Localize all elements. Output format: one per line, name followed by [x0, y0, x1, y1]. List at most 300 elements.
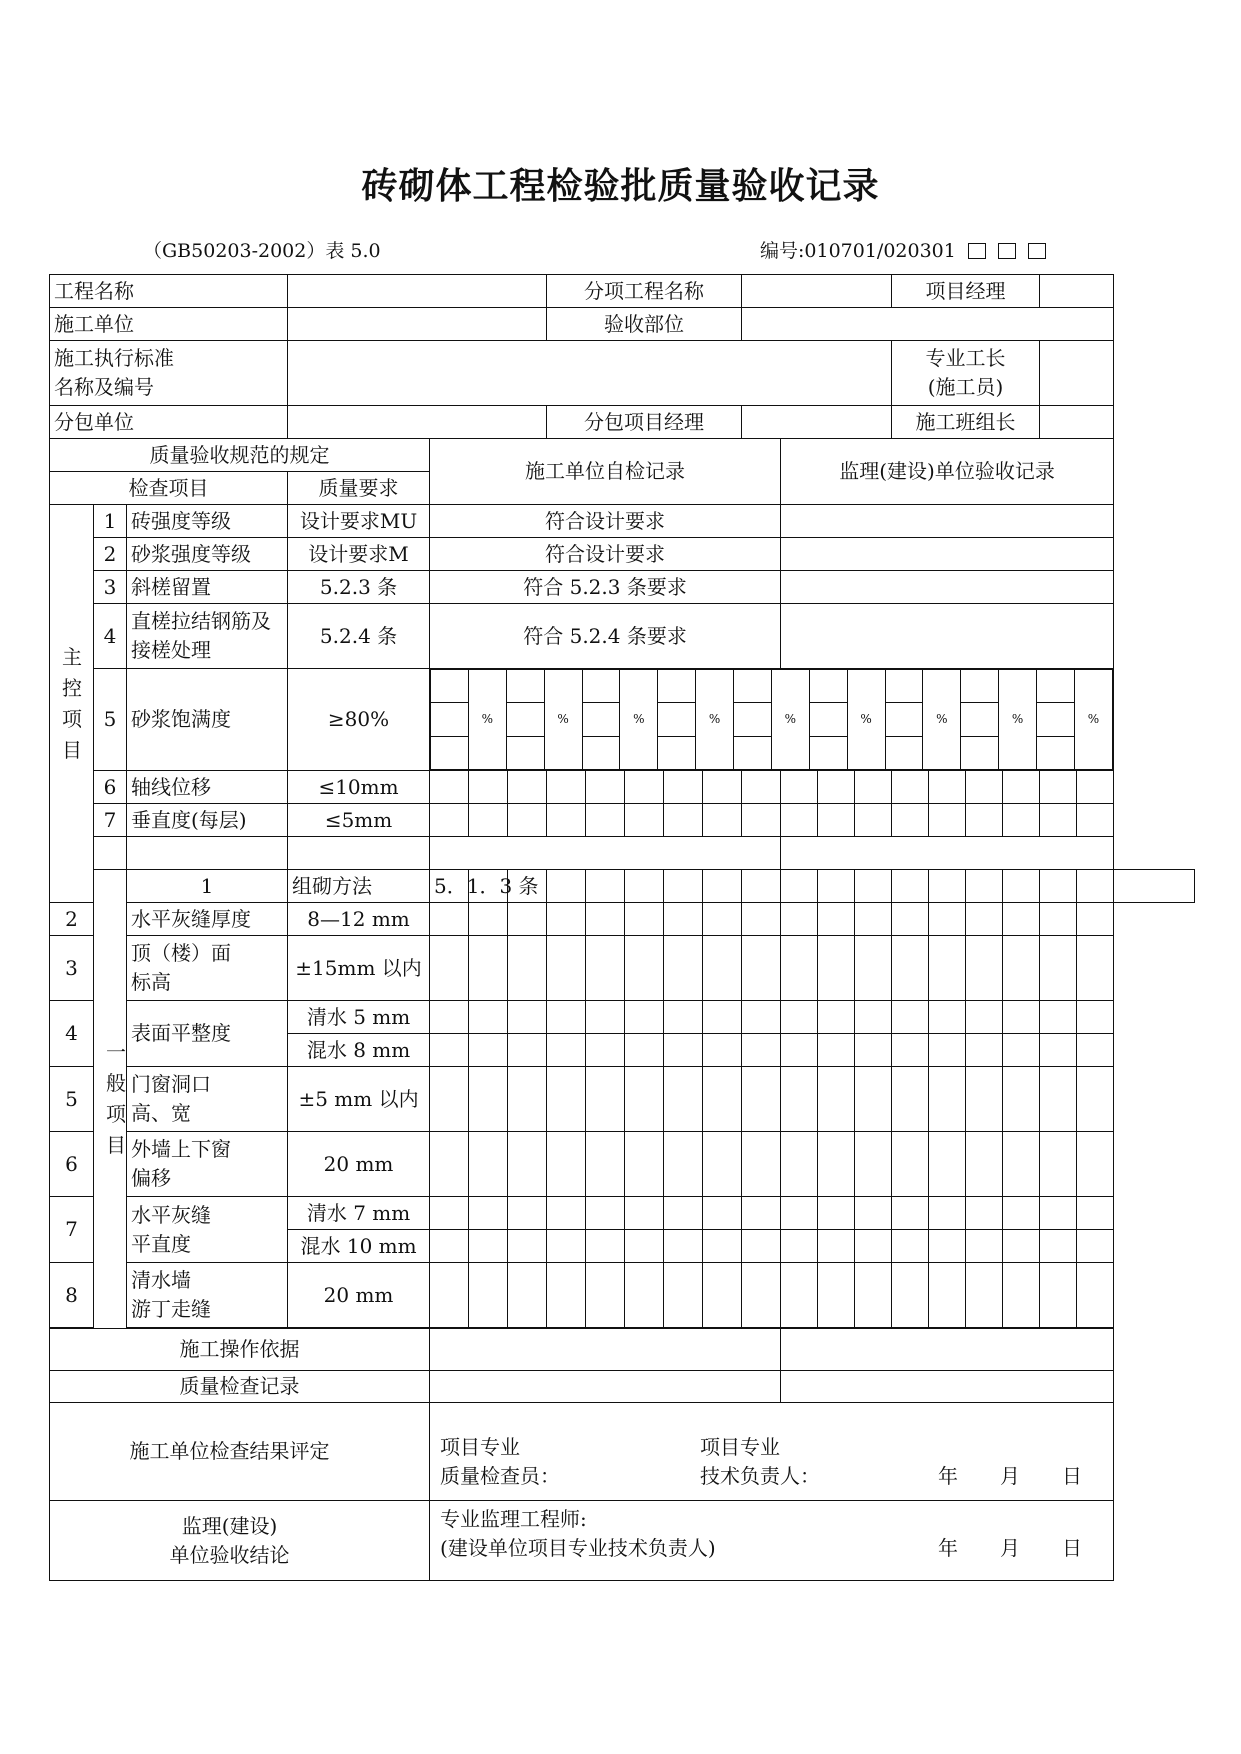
measure-cell[interactable]	[855, 1034, 892, 1067]
measure-cell[interactable]	[929, 1230, 966, 1263]
mc-5-req: ≥80%	[288, 669, 430, 771]
measure-cell[interactable]	[1040, 1132, 1077, 1197]
measure-cell[interactable]	[508, 1067, 547, 1132]
quality-record-self[interactable]	[430, 1371, 781, 1403]
measure-cell[interactable]	[703, 870, 742, 903]
measure-cell[interactable]	[625, 1067, 664, 1132]
measure-cell[interactable]	[1040, 1067, 1077, 1132]
measure-cell[interactable]	[1003, 903, 1040, 936]
mortar-cell[interactable]	[506, 703, 544, 736]
measure-cell[interactable]	[742, 870, 781, 903]
measure-cell[interactable]	[703, 1230, 742, 1263]
measure-cell[interactable]	[892, 1197, 929, 1230]
measure-cell[interactable]	[742, 1001, 781, 1034]
mortar-cell[interactable]	[431, 703, 469, 736]
measure-cell[interactable]	[664, 771, 703, 804]
mc-1-supervision[interactable]	[781, 505, 1114, 538]
measure-cell[interactable]	[966, 1132, 1003, 1197]
measure-cell[interactable]	[508, 1263, 547, 1328]
measure-cell[interactable]	[430, 804, 469, 837]
measure-cell[interactable]	[742, 1132, 781, 1197]
measure-cell[interactable]	[586, 1197, 625, 1230]
measure-cell[interactable]	[1040, 1001, 1077, 1034]
measure-cell[interactable]	[625, 1197, 664, 1230]
measure-cell[interactable]	[625, 870, 664, 903]
mortar-cell[interactable]	[809, 703, 847, 736]
measure-cell[interactable]	[508, 1230, 547, 1263]
measure-cell[interactable]	[781, 1034, 818, 1067]
gen-5-req: ±5 mm 以内	[288, 1067, 430, 1132]
measure-cell[interactable]	[1040, 1034, 1077, 1067]
mortar-cell[interactable]	[582, 703, 620, 736]
measure-cell[interactable]	[508, 771, 547, 804]
measure-cell[interactable]	[703, 1197, 742, 1230]
mortar-cell[interactable]	[734, 736, 772, 769]
exec-standard-value[interactable]	[288, 341, 892, 406]
measure-cell[interactable]	[703, 804, 742, 837]
page-title: 砖砌体工程检验批质量验收记录	[361, 166, 880, 207]
measure-cell[interactable]	[469, 771, 508, 804]
construction-unit-value[interactable]	[288, 308, 547, 341]
measure-cell[interactable]	[966, 804, 1003, 837]
measure-cell[interactable]	[1003, 1132, 1040, 1197]
measure-cell[interactable]	[929, 804, 966, 837]
measure-cell[interactable]	[855, 1197, 892, 1230]
measure-cell[interactable]	[781, 1263, 818, 1328]
gen-6-no: 6	[50, 1132, 94, 1197]
measure-cell[interactable]	[586, 936, 625, 1001]
measure-cell[interactable]	[703, 903, 742, 936]
measure-cell[interactable]	[469, 1197, 508, 1230]
pct-unit: %	[771, 670, 809, 770]
measure-cell[interactable]	[703, 1067, 742, 1132]
measure-cell[interactable]	[625, 771, 664, 804]
measure-cell[interactable]	[966, 1230, 1003, 1263]
mortar-cell[interactable]	[431, 670, 469, 703]
mortar-cell[interactable]	[885, 703, 923, 736]
measure-cell[interactable]	[1040, 903, 1077, 936]
mc-7-no: 7	[94, 804, 127, 837]
measure-cell[interactable]	[1040, 936, 1077, 1001]
measure-cell[interactable]	[1077, 870, 1114, 903]
measure-cell[interactable]	[1077, 903, 1114, 936]
measure-cell[interactable]	[547, 870, 586, 903]
measure-cell[interactable]	[508, 1034, 547, 1067]
measure-cell[interactable]	[966, 936, 1003, 1001]
measure-cell[interactable]	[664, 1067, 703, 1132]
measure-cell[interactable]	[586, 1132, 625, 1197]
measure-cell[interactable]	[625, 804, 664, 837]
measure-cell[interactable]	[1077, 1001, 1114, 1034]
mortar-cell[interactable]	[506, 670, 544, 703]
measure-cell[interactable]	[508, 1132, 547, 1197]
measure-cell[interactable]	[586, 1230, 625, 1263]
measure-cell[interactable]	[1077, 936, 1114, 1001]
measure-cell[interactable]	[1077, 771, 1114, 804]
measure-cell[interactable]	[892, 1132, 929, 1197]
pct-unit: %	[544, 670, 582, 770]
measure-cell[interactable]	[586, 903, 625, 936]
measure-cell[interactable]	[664, 936, 703, 1001]
measure-cell[interactable]	[818, 1263, 855, 1328]
measure-cell[interactable]	[547, 1034, 586, 1067]
measure-cell[interactable]	[703, 936, 742, 1001]
measure-cell[interactable]	[929, 1197, 966, 1230]
measure-cell[interactable]	[703, 1034, 742, 1067]
measure-cell[interactable]	[586, 1067, 625, 1132]
mc-3-supervision[interactable]	[781, 571, 1114, 604]
measure-cell[interactable]	[1114, 870, 1195, 903]
code-box-2[interactable]	[998, 243, 1016, 259]
mortar-cell[interactable]	[582, 736, 620, 769]
measure-cell[interactable]	[430, 771, 469, 804]
measure-cell[interactable]	[818, 903, 855, 936]
measure-cell[interactable]	[855, 1067, 892, 1132]
project-name-label: 工程名称	[50, 275, 288, 308]
measure-cell[interactable]	[929, 1067, 966, 1132]
measure-cell[interactable]	[625, 1034, 664, 1067]
measure-cell[interactable]	[742, 1197, 781, 1230]
measure-cell[interactable]	[586, 804, 625, 837]
mc-2-supervision[interactable]	[781, 538, 1114, 571]
measure-cell[interactable]	[1040, 1197, 1077, 1230]
acceptance-part-label: 验收部位	[547, 308, 742, 341]
measure-cell[interactable]	[781, 1230, 818, 1263]
measure-cell[interactable]	[1003, 1197, 1040, 1230]
measure-cell[interactable]	[547, 1001, 586, 1034]
measure-cell[interactable]	[742, 1230, 781, 1263]
measure-cell[interactable]	[818, 771, 855, 804]
measure-cell[interactable]	[586, 870, 625, 903]
measure-cell[interactable]	[664, 1001, 703, 1034]
contractor-eval-signatures	[430, 1403, 1114, 1501]
mortar-cell[interactable]	[961, 736, 999, 769]
measure-cell[interactable]	[1040, 804, 1077, 837]
measure-cell[interactable]	[625, 903, 664, 936]
mc-4-req: 5.2.4 条	[288, 604, 430, 669]
measure-cell[interactable]	[547, 1067, 586, 1132]
measure-cell[interactable]	[547, 1197, 586, 1230]
gen-4-no: 4	[50, 1001, 94, 1067]
measure-cell[interactable]	[855, 1001, 892, 1034]
measure-cell[interactable]	[818, 1132, 855, 1197]
measure-cell[interactable]	[625, 1132, 664, 1197]
measure-cell[interactable]	[1003, 1067, 1040, 1132]
mc-4-record: 符合 5.2.4 条要求	[430, 604, 781, 669]
measure-cell[interactable]	[469, 936, 508, 1001]
measure-cell[interactable]	[966, 870, 1003, 903]
measure-cell[interactable]	[1003, 1034, 1040, 1067]
measure-cell[interactable]	[929, 1263, 966, 1328]
measure-cell[interactable]	[892, 804, 929, 837]
measure-cell[interactable]	[1077, 1132, 1114, 1197]
supervision-conclusion-label: 监理(建设) 单位验收结论	[50, 1501, 430, 1581]
measure-cell[interactable]	[742, 1067, 781, 1132]
measure-cell[interactable]	[892, 870, 929, 903]
measure-cell[interactable]	[1077, 1230, 1114, 1263]
gen-2-item: 水平灰缝厚度	[127, 903, 288, 936]
measure-cell[interactable]	[742, 936, 781, 1001]
mortar-cell[interactable]	[431, 736, 469, 769]
measure-cell[interactable]	[430, 1067, 469, 1132]
measure-cell[interactable]	[1003, 804, 1040, 837]
measure-cell[interactable]	[742, 1034, 781, 1067]
gen-7-req-a: 清水 7 mm	[288, 1197, 430, 1230]
measure-cell[interactable]	[1077, 804, 1114, 837]
quality-record-supervision[interactable]	[781, 1371, 1114, 1403]
measure-cell[interactable]	[1040, 1230, 1077, 1263]
measure-cell[interactable]	[430, 903, 469, 936]
measure-cell[interactable]	[742, 1263, 781, 1328]
measure-cell[interactable]	[742, 771, 781, 804]
measure-cell[interactable]	[855, 903, 892, 936]
mc-blank-record[interactable]	[430, 837, 781, 870]
gen-4-req-a: 清水 5 mm	[288, 1001, 430, 1034]
measure-cell[interactable]	[818, 870, 855, 903]
measure-cell[interactable]	[818, 1230, 855, 1263]
measure-cell[interactable]	[966, 1001, 1003, 1034]
measure-cell[interactable]	[781, 870, 818, 903]
sub-project-manager-value[interactable]	[742, 406, 892, 439]
measure-cell[interactable]	[892, 1230, 929, 1263]
measure-cell[interactable]	[625, 1230, 664, 1263]
measure-cell[interactable]	[586, 771, 625, 804]
mortar-cell[interactable]	[658, 736, 696, 769]
measure-cell[interactable]	[892, 903, 929, 936]
measure-cell[interactable]	[929, 1034, 966, 1067]
measure-cell[interactable]	[703, 1132, 742, 1197]
mortar-cell[interactable]	[1037, 703, 1075, 736]
measure-cell[interactable]	[1077, 1263, 1114, 1328]
measure-cell[interactable]	[855, 936, 892, 1001]
measure-cell[interactable]	[703, 771, 742, 804]
measure-cell[interactable]	[1003, 936, 1040, 1001]
mortar-cell[interactable]	[809, 670, 847, 703]
measure-cell[interactable]	[742, 804, 781, 837]
foreman-value[interactable]	[1040, 341, 1114, 406]
measure-cell[interactable]	[929, 1001, 966, 1034]
measure-cell[interactable]	[430, 1263, 469, 1328]
measure-cell[interactable]	[625, 936, 664, 1001]
self-check-header: 施工单位自检记录	[430, 439, 781, 505]
measure-cell[interactable]	[892, 771, 929, 804]
measure-cell[interactable]	[892, 1001, 929, 1034]
code-box-3[interactable]	[1028, 243, 1046, 259]
measure-cell[interactable]	[547, 903, 586, 936]
measure-cell[interactable]	[1077, 1067, 1114, 1132]
measure-cell[interactable]	[625, 1001, 664, 1034]
measure-cell[interactable]	[469, 1132, 508, 1197]
inspector-line2: 质量检查员：	[440, 1464, 561, 1488]
subcontractor-value[interactable]	[288, 406, 547, 439]
measure-cell[interactable]	[469, 903, 508, 936]
measure-cell[interactable]	[818, 804, 855, 837]
gen-1-item: 组砌方法	[288, 870, 430, 903]
mc-6-req: ≤10mm	[288, 771, 430, 804]
measure-cell[interactable]	[781, 936, 818, 1001]
sub-project-name-value[interactable]	[742, 275, 892, 308]
measure-cell[interactable]	[781, 1132, 818, 1197]
measure-cell[interactable]	[469, 804, 508, 837]
measure-cell[interactable]	[430, 1001, 469, 1034]
measure-cell[interactable]	[664, 1263, 703, 1328]
measure-cell[interactable]	[664, 1132, 703, 1197]
measure-cell[interactable]	[547, 804, 586, 837]
measure-cell[interactable]	[1003, 771, 1040, 804]
measure-cell[interactable]	[742, 903, 781, 936]
measure-cell[interactable]	[430, 936, 469, 1001]
measure-cell[interactable]	[818, 1067, 855, 1132]
measure-cell[interactable]	[892, 1034, 929, 1067]
mortar-cell[interactable]	[1037, 736, 1075, 769]
project-name-value[interactable]	[288, 275, 547, 308]
measure-cell[interactable]	[1077, 1034, 1114, 1067]
measure-cell[interactable]	[1003, 1263, 1040, 1328]
measure-cell[interactable]	[508, 1001, 547, 1034]
measure-cell[interactable]	[664, 1034, 703, 1067]
measure-cell[interactable]	[855, 771, 892, 804]
measure-cell[interactable]	[855, 1230, 892, 1263]
measure-cell[interactable]	[430, 1132, 469, 1197]
measure-cell[interactable]	[430, 1230, 469, 1263]
measure-cell[interactable]	[966, 903, 1003, 936]
measure-cell[interactable]	[1003, 1001, 1040, 1034]
measure-cell[interactable]	[664, 1230, 703, 1263]
measure-cell[interactable]	[430, 1197, 469, 1230]
measure-cell[interactable]	[855, 1263, 892, 1328]
measure-cell[interactable]	[664, 870, 703, 903]
mc-1-no: 1	[94, 505, 127, 538]
measure-cell[interactable]	[929, 903, 966, 936]
measure-cell[interactable]	[469, 1067, 508, 1132]
measure-cell[interactable]	[664, 804, 703, 837]
measure-cell[interactable]	[469, 1034, 508, 1067]
mc-blank-supervision[interactable]	[781, 837, 1114, 870]
measure-cell[interactable]	[547, 1132, 586, 1197]
mortar-cell[interactable]	[809, 736, 847, 769]
mortar-cell[interactable]	[658, 670, 696, 703]
measure-cell[interactable]	[781, 1067, 818, 1132]
measure-cell[interactable]	[547, 1230, 586, 1263]
measure-cell[interactable]	[892, 1263, 929, 1328]
measure-cell[interactable]	[547, 771, 586, 804]
mortar-cell[interactable]	[961, 670, 999, 703]
basis-supervision[interactable]	[781, 1329, 1114, 1371]
measure-cell[interactable]	[966, 771, 1003, 804]
measure-cell[interactable]	[818, 1034, 855, 1067]
measure-cell[interactable]	[966, 1067, 1003, 1132]
measure-cell[interactable]	[547, 936, 586, 1001]
measure-cell[interactable]	[781, 1001, 818, 1034]
measure-cell[interactable]	[966, 1034, 1003, 1067]
mortar-cell[interactable]	[734, 703, 772, 736]
measure-cell[interactable]	[1077, 1197, 1114, 1230]
measure-cell[interactable]	[855, 870, 892, 903]
measure-cell[interactable]	[664, 1197, 703, 1230]
measure-cell[interactable]	[1003, 1230, 1040, 1263]
measure-cell[interactable]	[508, 804, 547, 837]
measure-cell[interactable]	[664, 903, 703, 936]
measure-cell[interactable]	[586, 1263, 625, 1328]
measure-cell[interactable]	[1040, 870, 1077, 903]
measure-cell[interactable]	[929, 771, 966, 804]
mortar-cell[interactable]	[885, 736, 923, 769]
measure-cell[interactable]	[781, 903, 818, 936]
mc-2-no: 2	[94, 538, 127, 571]
basis-self[interactable]	[430, 1329, 781, 1371]
measure-cell[interactable]	[892, 1067, 929, 1132]
measure-cell[interactable]	[781, 1197, 818, 1230]
measure-cell[interactable]	[547, 1263, 586, 1328]
gen-6-item: 外墙上下窗 偏移	[127, 1132, 288, 1197]
standard-reference: （GB50203-2002）表 5.0	[143, 240, 381, 262]
measure-cell[interactable]	[469, 1001, 508, 1034]
measure-cell[interactable]	[469, 1230, 508, 1263]
measure-cell[interactable]	[818, 936, 855, 1001]
mortar-cell[interactable]	[885, 670, 923, 703]
measure-cell[interactable]	[586, 1034, 625, 1067]
measure-cell[interactable]	[929, 1132, 966, 1197]
measure-cell[interactable]	[703, 1001, 742, 1034]
code-box-1[interactable]	[968, 243, 986, 259]
mortar-cell[interactable]	[961, 703, 999, 736]
measure-cell[interactable]	[1003, 870, 1040, 903]
team-leader-label: 施工班组长	[892, 406, 1040, 439]
measure-cell[interactable]	[781, 804, 818, 837]
acceptance-part-value[interactable]	[742, 308, 1114, 341]
mc-2-req: 设计要求M	[288, 538, 430, 571]
measure-cell[interactable]	[703, 1263, 742, 1328]
mortar-cell[interactable]	[506, 736, 544, 769]
mortar-cell[interactable]	[1037, 670, 1075, 703]
measure-cell[interactable]	[929, 936, 966, 1001]
measure-cell[interactable]	[966, 1263, 1003, 1328]
mc-3-item: 斜槎留置	[127, 571, 288, 604]
tech-line1: 项目专业	[700, 1435, 781, 1459]
measure-cell[interactable]	[1040, 1263, 1077, 1328]
project-manager-value[interactable]	[1040, 275, 1114, 308]
measure-cell[interactable]	[469, 1263, 508, 1328]
measure-cell[interactable]	[508, 903, 547, 936]
mortar-cell[interactable]	[734, 670, 772, 703]
measure-cell[interactable]	[1040, 771, 1077, 804]
measure-cell[interactable]	[966, 1197, 1003, 1230]
measure-cell[interactable]	[818, 1197, 855, 1230]
measure-cell[interactable]	[781, 771, 818, 804]
gen-3-req: ±15mm 以内	[288, 936, 430, 1001]
mortar-cell[interactable]	[582, 670, 620, 703]
mc-4-supervision[interactable]	[781, 604, 1114, 669]
measure-cell[interactable]	[855, 1132, 892, 1197]
mortar-cell[interactable]	[658, 703, 696, 736]
measure-cell[interactable]	[818, 1001, 855, 1034]
eval-day: 日	[1062, 1464, 1083, 1488]
gen-7-item: 水平灰缝 平直度	[127, 1197, 288, 1263]
conclusion-year: 年	[938, 1536, 959, 1560]
gen-8-no: 8	[50, 1263, 94, 1328]
pct-unit: %	[696, 670, 734, 770]
measure-cell[interactable]	[508, 1197, 547, 1230]
measure-cell[interactable]	[929, 870, 966, 903]
measure-cell[interactable]	[586, 1001, 625, 1034]
measure-cell[interactable]	[430, 1034, 469, 1067]
measure-cell[interactable]	[855, 804, 892, 837]
measure-cell[interactable]	[508, 936, 547, 1001]
team-leader-value[interactable]	[1040, 406, 1114, 439]
measure-cell[interactable]	[892, 936, 929, 1001]
measure-cell[interactable]	[625, 1263, 664, 1328]
quality-req-header: 质量要求	[288, 472, 430, 505]
